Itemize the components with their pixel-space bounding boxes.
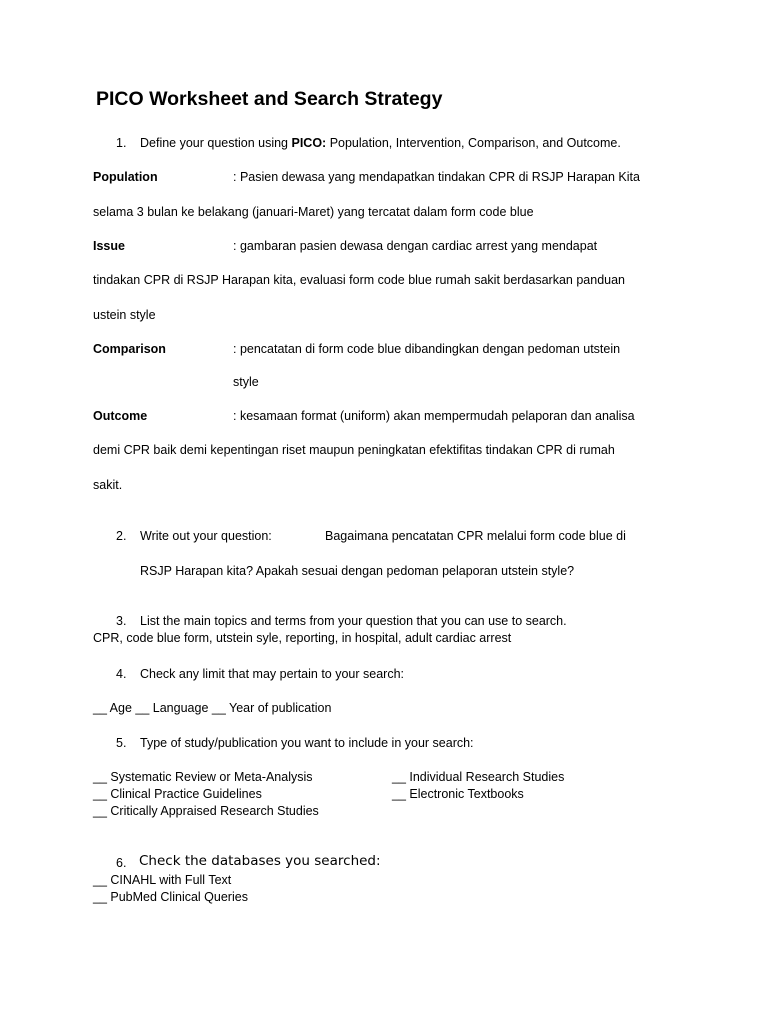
issue-text-line2: tindakan CPR di RSJP Harapan kita, evaluasi form code blue rumah sakit berdasarkan panduan: [93, 273, 626, 287]
q3-answer: CPR, code blue form, utstein syle, reporting, in hospital, adult cardiac arrest: [93, 631, 512, 645]
issue-text-line1: : gambaran pasien dewasa dengan cardiac arrest yang mendapat: [233, 239, 598, 253]
issue-text-line3: ustein style: [93, 308, 156, 322]
q4-prompt: Check any limit that may pertain to your search:: [140, 667, 405, 681]
q5-option-clinical-guidelines[interactable]: __ Clinical Practice Guidelines: [93, 787, 262, 801]
issue-label: Issue: [93, 239, 125, 253]
q1-number: 1.: [116, 136, 127, 150]
q1-prompt: [140, 135, 621, 151]
q5-option-critically-appraised[interactable]: __ Critically Appraised Research Studies: [93, 804, 319, 818]
q2-answer-line2: RSJP Harapan kita? Apakah sesuai dengan pedoman pelaporan utstein style?: [140, 564, 575, 578]
q1-pico-bold: PICO:: [291, 136, 327, 150]
population-text-line1: : Pasien dewasa yang mendapatkan tindakan CPR di RSJP Harapan Kita: [233, 170, 640, 184]
q6-number: 6.: [116, 856, 127, 870]
q5-option-systematic-review[interactable]: __ Systematic Review or Meta-Analysis: [93, 770, 313, 784]
page-title: PICO Worksheet and Search Strategy: [96, 88, 443, 110]
outcome-text-line3: sakit.: [93, 478, 123, 492]
q3-number: 3.: [116, 614, 127, 628]
q1-prefix: Define your question using: [140, 136, 292, 150]
q6-option-pubmed[interactable]: __ PubMed Clinical Queries: [93, 890, 248, 904]
q6-option-cinahl[interactable]: __ CINAHL with Full Text: [93, 873, 232, 887]
q2-prompt: Write out your question:: [140, 529, 272, 543]
outcome-label: Outcome: [93, 409, 148, 423]
population-text-line2: selama 3 bulan ke belakang (januari-Maret) yang tercatat dalam form code blue: [93, 205, 534, 219]
q1-suffix: Population, Intervention, Comparison, and Outcome.: [326, 136, 621, 150]
comparison-text-line1: : pencatatan di form code blue dibandingkan dengan pedoman utstein: [233, 342, 621, 356]
q4-number: 4.: [116, 667, 127, 681]
q2-number: 2.: [116, 529, 127, 543]
population-label: Population: [93, 170, 158, 184]
comparison-text-line2: style: [233, 375, 259, 389]
q5-option-individual-studies[interactable]: __ Individual Research Studies: [392, 770, 565, 784]
q5-number: 5.: [116, 736, 127, 750]
q4-limit-options[interactable]: __ Age __ Language __ Year of publication: [93, 701, 332, 715]
outcome-text-line1: : kesamaan format (uniform) akan mempermudah pelaporan dan analisa: [233, 409, 635, 423]
q2-answer-line1: Bagaimana pencatatan CPR melalui form code blue di: [325, 529, 626, 543]
q5-prompt: Type of study/publication you want to include in your search:: [140, 736, 474, 750]
outcome-text-line2: demi CPR baik demi kepentingan riset maupun peningkatan efektifitas tindakan CPR di rumah: [93, 443, 615, 457]
comparison-label: Comparison: [93, 342, 166, 356]
q3-prompt: List the main topics and terms from your question that you can use to search.: [140, 614, 567, 628]
q5-option-electronic-textbooks[interactable]: __ Electronic Textbooks: [392, 787, 524, 801]
q6-prompt: Check the databases you searched:: [139, 853, 381, 869]
